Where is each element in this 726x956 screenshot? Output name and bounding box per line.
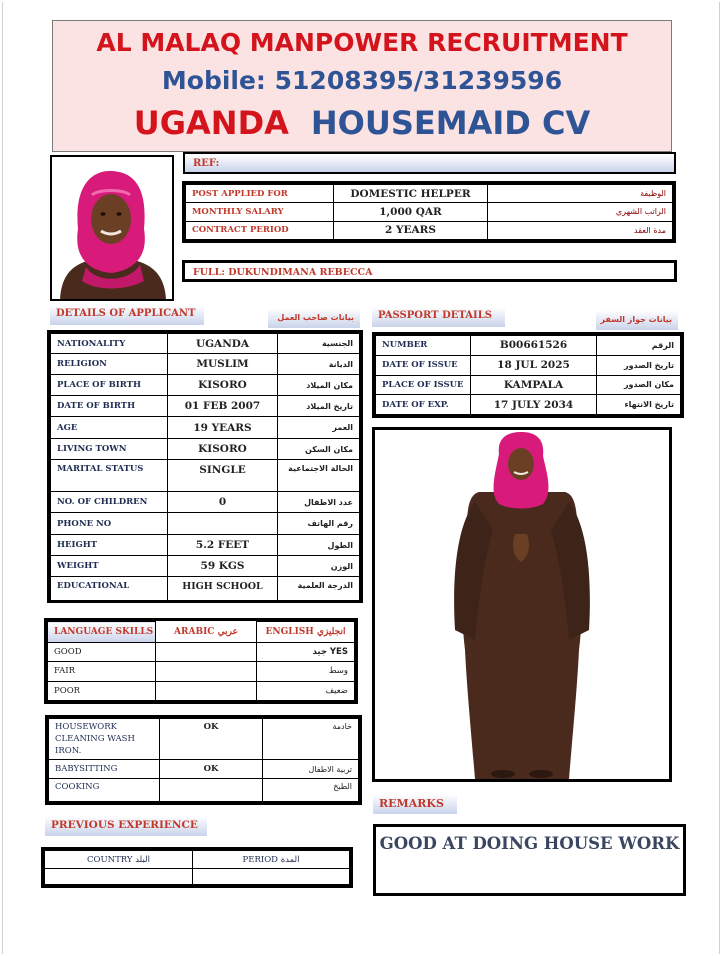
religion-label: RELIGION [51, 354, 168, 375]
living-town-label: LIVING TOWN [51, 439, 168, 460]
contract-label-ar: مدة العقد [488, 221, 673, 239]
nationality-label: NATIONALITY [51, 334, 168, 354]
post-label: POST APPLIED FOR [186, 185, 334, 203]
height-label-ar: الطول [278, 535, 360, 556]
place-of-birth-label: PLACE OF BIRTH [51, 375, 168, 396]
babysitting-label: BABYSITTING [49, 760, 160, 779]
place-of-issue-value: KAMPALA [471, 375, 597, 395]
good-english: YES جيد [257, 643, 355, 662]
babysitting-value: OK [160, 760, 263, 779]
table-row [48, 681, 355, 700]
table-row [48, 662, 355, 681]
post-table [182, 181, 676, 243]
expiry-date-value: 17 JULY 2034 [471, 395, 597, 415]
phone-label: PHONE NO [51, 513, 168, 535]
full-length-illustration [375, 430, 669, 779]
nationality-label-ar: الجنسية [278, 334, 360, 354]
table-row [376, 395, 681, 415]
table-row [51, 492, 360, 513]
table-row [51, 354, 360, 375]
religion-label-ar: الديانة [278, 354, 360, 375]
fair-arabic [156, 662, 257, 681]
marital-status-value: SINGLE [168, 460, 278, 492]
passport-number-label: NUMBER [376, 336, 471, 356]
ref-label: REF: [193, 158, 220, 169]
country-cell [45, 869, 193, 885]
table-row [51, 439, 360, 460]
fair-label: FAIR [48, 662, 156, 681]
table-row [45, 869, 350, 885]
fair-english: وسط [257, 662, 355, 681]
expiry-date-label-ar: تاريخ الانتهاء [597, 395, 681, 415]
period-header: PERIOD المدة [193, 851, 350, 869]
table-row [376, 336, 681, 356]
poor-label: POOR [48, 681, 156, 700]
language-skills-table [44, 618, 358, 704]
table-row [51, 577, 360, 601]
passport-number-value: B00661526 [471, 336, 597, 356]
living-town-value: KISORO [168, 439, 278, 460]
table-row [51, 417, 360, 439]
place-of-birth-label-ar: مكان الميلاد [278, 375, 360, 396]
table-row [51, 535, 360, 556]
table-row [376, 375, 681, 395]
table-row [49, 719, 359, 760]
table-row [49, 779, 359, 802]
remarks-box [373, 824, 686, 896]
ref-bar [183, 152, 676, 174]
housemaid-cv-title: HOUSEMAID CV [310, 104, 591, 142]
weight-label: WEIGHT [51, 556, 168, 577]
full-name-bar [182, 260, 677, 282]
table-row [186, 185, 673, 203]
good-label: GOOD [48, 643, 156, 662]
salary-label: MONTHLY SALARY [186, 203, 334, 221]
table-row [376, 355, 681, 375]
age-label: AGE [51, 417, 168, 439]
table-row [51, 396, 360, 417]
portrait-illustration [52, 157, 172, 299]
previous-experience-tab: PREVIOUS EXPERIENCE [45, 816, 207, 836]
place-of-birth-value: KISORO [168, 375, 278, 396]
cv-header [52, 20, 672, 152]
religion-value: MUSLIM [168, 354, 278, 375]
living-town-label-ar: مكان السكن [278, 439, 360, 460]
language-skills-header: LANGUAGE SKILLS [48, 622, 156, 643]
table-row [51, 375, 360, 396]
remarks-tab: REMARKS [373, 794, 457, 814]
height-value: 5.2 FEET [168, 535, 278, 556]
table-row [51, 460, 360, 492]
date-of-birth-label: DATE OF BIRTH [51, 396, 168, 417]
full-name: FULL: DUKUNDIMANA REBECCA [193, 267, 373, 278]
country-title: UGANDA [133, 104, 289, 142]
applicant-full-length-photo [372, 427, 672, 782]
marital-status-label: MARITAL STATUS [51, 460, 168, 492]
passport-details-tab: PASSPORT DETAILS [372, 307, 505, 327]
phone-label-ar: رقم الهاتف [278, 513, 360, 535]
housework-value: OK [160, 719, 263, 760]
table-row [48, 643, 355, 662]
date-of-birth-label-ar: تاريخ الميلاد [278, 396, 360, 417]
contract-label: CONTRACT PERIOD [186, 221, 334, 239]
period-cell [193, 869, 350, 885]
place-of-issue-label: PLACE OF ISSUE [376, 375, 471, 395]
education-label: EDUCATIONAL [51, 577, 168, 601]
age-value: 19 YEARS [168, 417, 278, 439]
height-label: HEIGHT [51, 535, 168, 556]
skills-table [45, 715, 362, 805]
contract-value: 2 YEARS [334, 221, 488, 239]
place-of-issue-label-ar: مكان الصدور [597, 375, 681, 395]
applicant-portrait-photo [50, 155, 174, 301]
details-of-applicant-tab-ar: بيانات صاحب العمل [268, 308, 360, 328]
children-value: 0 [168, 492, 278, 513]
poor-arabic [156, 681, 257, 700]
table-row [45, 851, 350, 869]
cooking-label: COOKING [49, 779, 160, 802]
passport-details-tab-ar: بيانات جواز السفر [596, 310, 678, 330]
marital-status-label-ar: الحالة الاجتماعية [278, 460, 360, 492]
good-arabic [156, 643, 257, 662]
babysitting-label-ar: تربية الاطفال [263, 760, 359, 779]
children-label-ar: عدد الاطفال [278, 492, 360, 513]
table-row [51, 334, 360, 354]
mobile-number: Mobile: 51208395/31239596 [161, 66, 563, 95]
date-of-birth-value: 01 FEB 2007 [168, 396, 278, 417]
education-label-ar: الدرجة العلمية [278, 577, 360, 601]
table-row [51, 513, 360, 535]
table-row [186, 221, 673, 239]
expiry-date-label: DATE OF EXP. [376, 395, 471, 415]
table-row [186, 203, 673, 221]
details-of-applicant-tab: DETAILS OF APPLICANT [50, 305, 204, 325]
phone-value [168, 513, 278, 535]
housework-label-ar: خادمة [263, 719, 359, 760]
housework-label: HOUSEWORK CLEANING WASH IRON. [49, 719, 160, 760]
table-row [51, 556, 360, 577]
issue-date-value: 18 JUL 2025 [471, 355, 597, 375]
previous-experience-table [41, 847, 353, 888]
weight-value: 59 KGS [168, 556, 278, 577]
applicant-details-table [47, 330, 363, 603]
english-header: ENGLISH انجليزي [257, 622, 355, 643]
cv-title [53, 104, 671, 142]
table-row [48, 622, 355, 643]
weight-label-ar: الوزن [278, 556, 360, 577]
age-label-ar: العمر [278, 417, 360, 439]
remarks-text: GOOD AT DOING HOUSE WORK [379, 834, 680, 853]
post-value: DOMESTIC HELPER [334, 185, 488, 203]
table-row [49, 760, 359, 779]
arabic-header: ARABIC عربي [156, 622, 257, 643]
passport-number-label-ar: الرقم [597, 336, 681, 356]
company-name: AL MALAQ MANPOWER RECRUITMENT [96, 28, 628, 57]
post-label-ar: الوظيفة [488, 185, 673, 203]
salary-value: 1,000 QAR [334, 203, 488, 221]
passport-details-table [372, 332, 684, 418]
cooking-label-ar: الطبخ [263, 779, 359, 802]
salary-label-ar: الراتب الشهري [488, 203, 673, 221]
nationality-value: UGANDA [168, 334, 278, 354]
issue-date-label-ar: تاريخ الصدور [597, 355, 681, 375]
country-header: COUNTRY البلد [45, 851, 193, 869]
children-label: NO. OF CHILDREN [51, 492, 168, 513]
cooking-value [160, 779, 263, 802]
issue-date-label: DATE OF ISSUE [376, 355, 471, 375]
education-value: HIGH SCHOOL [168, 577, 278, 601]
poor-english: ضعيف [257, 681, 355, 700]
